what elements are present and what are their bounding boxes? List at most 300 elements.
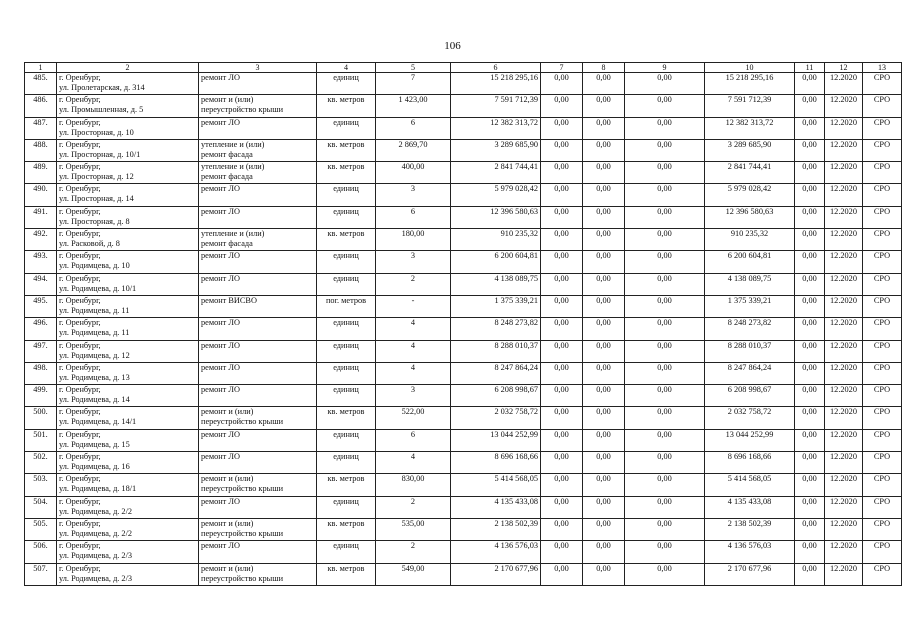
quantity-cell: 2 xyxy=(376,496,451,518)
address-cell xyxy=(57,541,199,563)
column-header: 2 xyxy=(57,63,199,73)
address-cell xyxy=(57,184,199,206)
work-type-cell xyxy=(199,95,317,117)
address-cell xyxy=(57,340,199,362)
completion-date-cell: 12.2020 xyxy=(825,206,863,228)
work-type-cell xyxy=(199,429,317,451)
work-type-cell-line: утепление и (или) xyxy=(201,229,265,239)
work-type-cell xyxy=(199,206,317,228)
address-cell-line: г. Оренбург, xyxy=(59,518,101,528)
funding-cell: 0,00 xyxy=(541,496,583,518)
unit-cell: кв. метров xyxy=(317,162,376,184)
address-cell-line: г. Оренбург, xyxy=(59,340,101,350)
unit-cell: единиц xyxy=(317,318,376,340)
table-row xyxy=(25,340,902,362)
work-type-cell xyxy=(199,407,317,429)
capital-repair-table xyxy=(24,62,902,586)
work-type-cell xyxy=(199,184,317,206)
funding-cell: 0,00 xyxy=(541,318,583,340)
address-cell-line: г. Оренбург, xyxy=(59,362,101,372)
address-cell-line: ул. Родимцева, д. 14/1 xyxy=(59,417,137,427)
address-cell xyxy=(57,385,199,407)
funding-cell: 0,00 xyxy=(583,340,625,362)
completion-date-cell: 12.2020 xyxy=(825,184,863,206)
table-row xyxy=(25,273,902,295)
address-cell xyxy=(57,206,199,228)
funding-cell: 0,00 xyxy=(541,541,583,563)
work-type-cell xyxy=(199,452,317,474)
owner-funds-cell: 2 032 758,72 xyxy=(705,407,795,429)
address-cell xyxy=(57,229,199,251)
row-number: 485. xyxy=(25,73,57,95)
funding-cell: 0,00 xyxy=(583,541,625,563)
table-row xyxy=(25,139,902,161)
work-type-cell xyxy=(199,563,317,585)
owner-funds-cell: 910 235,32 xyxy=(705,229,795,251)
work-type-cell xyxy=(199,117,317,139)
funding-cell: 0,00 xyxy=(795,139,825,161)
unit-cell: единиц xyxy=(317,429,376,451)
method-cell: СРО xyxy=(863,206,902,228)
funding-cell: 0,00 xyxy=(583,474,625,496)
unit-cell: единиц xyxy=(317,206,376,228)
work-type-cell-line: ремонт ЛО xyxy=(201,496,240,506)
column-header: 5 xyxy=(376,63,451,73)
table-row xyxy=(25,95,902,117)
quantity-cell: 4 xyxy=(376,340,451,362)
quantity-cell: 2 xyxy=(376,273,451,295)
owner-funds-cell: 13 044 252,99 xyxy=(705,429,795,451)
address-cell xyxy=(57,117,199,139)
address-cell-line: г. Оренбург, xyxy=(59,318,101,328)
column-header: 9 xyxy=(625,63,705,73)
address-cell xyxy=(57,73,199,95)
work-type-cell xyxy=(199,541,317,563)
funding-cell: 0,00 xyxy=(583,295,625,317)
work-type-cell-line: ремонт ЛО xyxy=(201,117,240,127)
table-row xyxy=(25,206,902,228)
work-type-cell-line: утепление и (или) xyxy=(201,139,265,149)
funding-cell: 0,00 xyxy=(541,474,583,496)
quantity-cell: 549,00 xyxy=(376,563,451,585)
completion-date-cell: 12.2020 xyxy=(825,162,863,184)
row-number: 502. xyxy=(25,452,57,474)
column-header: 6 xyxy=(451,63,541,73)
method-cell: СРО xyxy=(863,162,902,184)
table-row xyxy=(25,229,902,251)
funding-cell: 0,00 xyxy=(541,518,583,540)
address-cell xyxy=(57,429,199,451)
row-number: 493. xyxy=(25,251,57,273)
work-type-cell-line: ремонт ЛО xyxy=(201,206,240,216)
address-cell-line: г. Оренбург, xyxy=(59,184,101,194)
funding-cell: 0,00 xyxy=(583,139,625,161)
completion-date-cell: 12.2020 xyxy=(825,95,863,117)
completion-date-cell: 12.2020 xyxy=(825,474,863,496)
row-number: 495. xyxy=(25,295,57,317)
table-row xyxy=(25,496,902,518)
funding-cell: 0,00 xyxy=(625,563,705,585)
row-number: 486. xyxy=(25,95,57,117)
address-cell xyxy=(57,518,199,540)
address-cell-line: ул. Родимцева, д. 2/2 xyxy=(59,506,133,516)
funding-cell: 0,00 xyxy=(541,362,583,384)
row-number: 494. xyxy=(25,273,57,295)
work-type-cell xyxy=(199,318,317,340)
owner-funds-cell: 8 248 273,82 xyxy=(705,318,795,340)
address-cell-line: г. Оренбург, xyxy=(59,117,101,127)
table-row xyxy=(25,295,902,317)
owner-funds-cell: 7 591 712,39 xyxy=(705,95,795,117)
quantity-cell: 4 xyxy=(376,452,451,474)
work-type-cell xyxy=(199,139,317,161)
address-cell-line: ул. Родимцева, д. 15 xyxy=(59,439,130,449)
work-type-cell-line: ремонт фасада xyxy=(201,149,253,159)
unit-cell: единиц xyxy=(317,184,376,206)
row-number: 492. xyxy=(25,229,57,251)
funding-cell: 0,00 xyxy=(541,139,583,161)
quantity-cell: 830,00 xyxy=(376,474,451,496)
table-row xyxy=(25,541,902,563)
method-cell: СРО xyxy=(863,273,902,295)
funding-cell: 0,00 xyxy=(541,117,583,139)
address-cell-line: ул. Промышленная, д. 5 xyxy=(59,105,144,115)
funding-cell: 0,00 xyxy=(795,229,825,251)
address-cell-line: г. Оренбург, xyxy=(59,273,101,283)
work-type-cell-line: ремонт и (или) xyxy=(201,474,254,484)
row-number: 505. xyxy=(25,518,57,540)
funding-cell: 0,00 xyxy=(583,385,625,407)
method-cell: СРО xyxy=(863,407,902,429)
address-cell-line: ул. Родимцева, д. 14 xyxy=(59,395,130,405)
funding-cell: 0,00 xyxy=(583,318,625,340)
funding-cell: 0,00 xyxy=(541,295,583,317)
funding-cell: 0,00 xyxy=(795,162,825,184)
unit-cell: пог. метров xyxy=(317,295,376,317)
quantity-cell: 4 xyxy=(376,362,451,384)
unit-cell: единиц xyxy=(317,340,376,362)
table-row xyxy=(25,518,902,540)
address-cell xyxy=(57,563,199,585)
cost-cell: 2 841 744,41 xyxy=(451,162,541,184)
column-number-header xyxy=(25,63,902,73)
work-type-cell-line: ремонт и (или) xyxy=(201,518,254,528)
funding-cell: 0,00 xyxy=(625,117,705,139)
address-cell-line: ул. Родимцева, д. 11 xyxy=(59,305,130,315)
work-type-cell-line: переустройство крыши xyxy=(201,573,284,583)
row-number: 504. xyxy=(25,496,57,518)
work-type-cell xyxy=(199,295,317,317)
column-header: 4 xyxy=(317,63,376,73)
address-cell-line: г. Оренбург, xyxy=(59,251,101,261)
address-cell-line: ул. Родимцева, д. 18/1 xyxy=(59,484,137,494)
funding-cell: 0,00 xyxy=(541,162,583,184)
work-type-cell-line: утепление и (или) xyxy=(201,162,265,172)
funding-cell: 0,00 xyxy=(625,273,705,295)
address-cell-line: г. Оренбург, xyxy=(59,452,101,462)
work-type-cell-line: ремонт ВИСВО xyxy=(201,295,257,305)
quantity-cell: 400,00 xyxy=(376,162,451,184)
completion-date-cell: 12.2020 xyxy=(825,541,863,563)
funding-cell: 0,00 xyxy=(625,251,705,273)
work-type-cell-line: ремонт ЛО xyxy=(201,318,240,328)
quantity-cell: 3 xyxy=(376,184,451,206)
cost-cell: 12 396 580,63 xyxy=(451,206,541,228)
method-cell: СРО xyxy=(863,340,902,362)
funding-cell: 0,00 xyxy=(583,73,625,95)
row-number: 490. xyxy=(25,184,57,206)
address-cell-line: ул. Просторная, д. 8 xyxy=(59,216,130,226)
quantity-cell: - xyxy=(376,295,451,317)
funding-cell: 0,00 xyxy=(583,95,625,117)
work-type-cell-line: ремонт и (или) xyxy=(201,563,254,573)
funding-cell: 0,00 xyxy=(541,452,583,474)
funding-cell: 0,00 xyxy=(795,452,825,474)
funding-cell: 0,00 xyxy=(795,563,825,585)
funding-cell: 0,00 xyxy=(625,73,705,95)
funding-cell: 0,00 xyxy=(795,362,825,384)
method-cell: СРО xyxy=(863,184,902,206)
funding-cell: 0,00 xyxy=(625,496,705,518)
unit-cell: единиц xyxy=(317,73,376,95)
owner-funds-cell: 6 208 998,67 xyxy=(705,385,795,407)
quantity-cell: 4 xyxy=(376,318,451,340)
work-type-cell xyxy=(199,340,317,362)
row-number: 503. xyxy=(25,474,57,496)
completion-date-cell: 12.2020 xyxy=(825,273,863,295)
method-cell: СРО xyxy=(863,95,902,117)
row-number: 499. xyxy=(25,385,57,407)
funding-cell: 0,00 xyxy=(625,518,705,540)
funding-cell: 0,00 xyxy=(625,206,705,228)
address-cell-line: ул. Просторная, д. 10 xyxy=(59,127,134,137)
unit-cell: кв. метров xyxy=(317,563,376,585)
address-cell xyxy=(57,251,199,273)
quantity-cell: 6 xyxy=(376,117,451,139)
quantity-cell: 6 xyxy=(376,429,451,451)
funding-cell: 0,00 xyxy=(625,362,705,384)
address-cell xyxy=(57,452,199,474)
funding-cell: 0,00 xyxy=(541,251,583,273)
table-row xyxy=(25,184,902,206)
funding-cell: 0,00 xyxy=(583,206,625,228)
funding-cell: 0,00 xyxy=(625,162,705,184)
completion-date-cell: 12.2020 xyxy=(825,340,863,362)
funding-cell: 0,00 xyxy=(541,340,583,362)
address-cell-line: г. Оренбург, xyxy=(59,295,101,305)
owner-funds-cell: 6 200 604,81 xyxy=(705,251,795,273)
work-type-cell xyxy=(199,73,317,95)
completion-date-cell: 12.2020 xyxy=(825,362,863,384)
owner-funds-cell: 4 135 433,08 xyxy=(705,496,795,518)
funding-cell: 0,00 xyxy=(541,407,583,429)
address-cell-line: ул. Расковой, д. 8 xyxy=(59,239,120,249)
cost-cell: 6 208 998,67 xyxy=(451,385,541,407)
unit-cell: кв. метров xyxy=(317,95,376,117)
cost-cell: 8 247 864,24 xyxy=(451,362,541,384)
table-row xyxy=(25,362,902,384)
row-number: 500. xyxy=(25,407,57,429)
unit-cell: кв. метров xyxy=(317,474,376,496)
funding-cell: 0,00 xyxy=(583,429,625,451)
work-type-cell-line: ремонт ЛО xyxy=(201,273,240,283)
owner-funds-cell: 3 289 685,90 xyxy=(705,139,795,161)
funding-cell: 0,00 xyxy=(795,95,825,117)
quantity-cell: 2 xyxy=(376,541,451,563)
cost-cell: 2 170 677,96 xyxy=(451,563,541,585)
owner-funds-cell: 4 136 576,03 xyxy=(705,541,795,563)
cost-cell: 2 032 758,72 xyxy=(451,407,541,429)
table-row xyxy=(25,318,902,340)
table-row xyxy=(25,474,902,496)
work-type-cell xyxy=(199,273,317,295)
row-number: 497. xyxy=(25,340,57,362)
quantity-cell: 7 xyxy=(376,73,451,95)
address-cell-line: ул. Просторная, д. 14 xyxy=(59,194,134,204)
work-type-cell xyxy=(199,496,317,518)
table-row xyxy=(25,452,902,474)
funding-cell: 0,00 xyxy=(583,184,625,206)
method-cell: СРО xyxy=(863,362,902,384)
unit-cell: единиц xyxy=(317,385,376,407)
method-cell: СРО xyxy=(863,541,902,563)
funding-cell: 0,00 xyxy=(541,563,583,585)
cost-cell: 8 288 010,37 xyxy=(451,340,541,362)
funding-cell: 0,00 xyxy=(795,429,825,451)
completion-date-cell: 12.2020 xyxy=(825,563,863,585)
address-cell-line: г. Оренбург, xyxy=(59,162,101,172)
method-cell: СРО xyxy=(863,563,902,585)
work-type-cell-line: переустройство крыши xyxy=(201,105,284,115)
unit-cell: единиц xyxy=(317,362,376,384)
funding-cell: 0,00 xyxy=(583,407,625,429)
completion-date-cell: 12.2020 xyxy=(825,73,863,95)
funding-cell: 0,00 xyxy=(625,429,705,451)
cost-cell: 13 044 252,99 xyxy=(451,429,541,451)
work-type-cell xyxy=(199,229,317,251)
work-type-cell xyxy=(199,251,317,273)
method-cell: СРО xyxy=(863,518,902,540)
method-cell: СРО xyxy=(863,251,902,273)
work-type-cell-line: переустройство крыши xyxy=(201,528,284,538)
work-type-cell-line: ремонт фасада xyxy=(201,172,253,182)
funding-cell: 0,00 xyxy=(583,229,625,251)
funding-cell: 0,00 xyxy=(795,251,825,273)
funding-cell: 0,00 xyxy=(625,229,705,251)
row-number: 488. xyxy=(25,139,57,161)
address-cell xyxy=(57,162,199,184)
funding-cell: 0,00 xyxy=(583,273,625,295)
column-header: 12 xyxy=(825,63,863,73)
owner-funds-cell: 8 288 010,37 xyxy=(705,340,795,362)
completion-date-cell: 12.2020 xyxy=(825,452,863,474)
funding-cell: 0,00 xyxy=(583,452,625,474)
funding-cell: 0,00 xyxy=(795,184,825,206)
address-cell-line: ул. Родимцева, д. 2/3 xyxy=(59,573,133,583)
funding-cell: 0,00 xyxy=(795,541,825,563)
funding-cell: 0,00 xyxy=(541,229,583,251)
cost-cell: 5 979 028,42 xyxy=(451,184,541,206)
funding-cell: 0,00 xyxy=(625,452,705,474)
work-type-cell-line: ремонт ЛО xyxy=(201,385,240,395)
address-cell-line: ул. Пролетарская, д. 314 xyxy=(59,83,145,92)
address-cell xyxy=(57,295,199,317)
address-cell xyxy=(57,496,199,518)
address-cell xyxy=(57,273,199,295)
funding-cell: 0,00 xyxy=(795,206,825,228)
address-cell-line: ул. Родимцева, д. 2/2 xyxy=(59,528,133,538)
cost-cell: 3 289 685,90 xyxy=(451,139,541,161)
funding-cell: 0,00 xyxy=(795,385,825,407)
row-number: 491. xyxy=(25,206,57,228)
work-type-cell-line: переустройство крыши xyxy=(201,484,284,494)
address-cell-line: г. Оренбург, xyxy=(59,429,101,439)
owner-funds-cell: 2 170 677,96 xyxy=(705,563,795,585)
method-cell: СРО xyxy=(863,117,902,139)
unit-cell: кв. метров xyxy=(317,139,376,161)
column-header: 10 xyxy=(705,63,795,73)
address-cell-line: г. Оренбург, xyxy=(59,206,101,216)
row-number: 487. xyxy=(25,117,57,139)
completion-date-cell: 12.2020 xyxy=(825,139,863,161)
method-cell: СРО xyxy=(863,474,902,496)
table-row xyxy=(25,429,902,451)
address-cell-line: ул. Родимцева, д. 11 xyxy=(59,328,130,338)
quantity-cell: 2 869,70 xyxy=(376,139,451,161)
work-type-cell xyxy=(199,162,317,184)
owner-funds-cell: 12 396 580,63 xyxy=(705,206,795,228)
funding-cell: 0,00 xyxy=(541,429,583,451)
row-number: 489. xyxy=(25,162,57,184)
funding-cell: 0,00 xyxy=(583,563,625,585)
work-type-cell-line: ремонт и (или) xyxy=(201,407,254,417)
method-cell: СРО xyxy=(863,496,902,518)
funding-cell: 0,00 xyxy=(541,73,583,95)
cost-cell: 8 696 168,66 xyxy=(451,452,541,474)
work-type-cell xyxy=(199,362,317,384)
quantity-cell: 6 xyxy=(376,206,451,228)
funding-cell: 0,00 xyxy=(541,184,583,206)
address-cell xyxy=(57,362,199,384)
address-cell-line: г. Оренбург, xyxy=(59,563,101,573)
work-type-cell-line: ремонт ЛО xyxy=(201,184,240,194)
address-cell xyxy=(57,318,199,340)
funding-cell: 0,00 xyxy=(541,273,583,295)
address-cell-line: г. Оренбург, xyxy=(59,385,101,395)
method-cell: СРО xyxy=(863,295,902,317)
method-cell: СРО xyxy=(863,452,902,474)
table-row xyxy=(25,385,902,407)
address-cell-line: ул. Просторная, д. 12 xyxy=(59,172,134,182)
completion-date-cell: 12.2020 xyxy=(825,318,863,340)
funding-cell: 0,00 xyxy=(625,95,705,117)
work-type-cell xyxy=(199,518,317,540)
work-type-cell-line: ремонт ЛО xyxy=(201,429,240,439)
address-cell-line: г. Оренбург, xyxy=(59,474,101,484)
cost-cell: 2 138 502,39 xyxy=(451,518,541,540)
funding-cell: 0,00 xyxy=(795,496,825,518)
owner-funds-cell: 5 979 028,42 xyxy=(705,184,795,206)
method-cell: СРО xyxy=(863,318,902,340)
column-header: 1 xyxy=(25,63,57,73)
funding-cell: 0,00 xyxy=(625,318,705,340)
table-row xyxy=(25,117,902,139)
quantity-cell: 180,00 xyxy=(376,229,451,251)
quantity-cell: 3 xyxy=(376,251,451,273)
address-cell-line: г. Оренбург, xyxy=(59,496,101,506)
row-number: 496. xyxy=(25,318,57,340)
owner-funds-cell: 8 696 168,66 xyxy=(705,452,795,474)
